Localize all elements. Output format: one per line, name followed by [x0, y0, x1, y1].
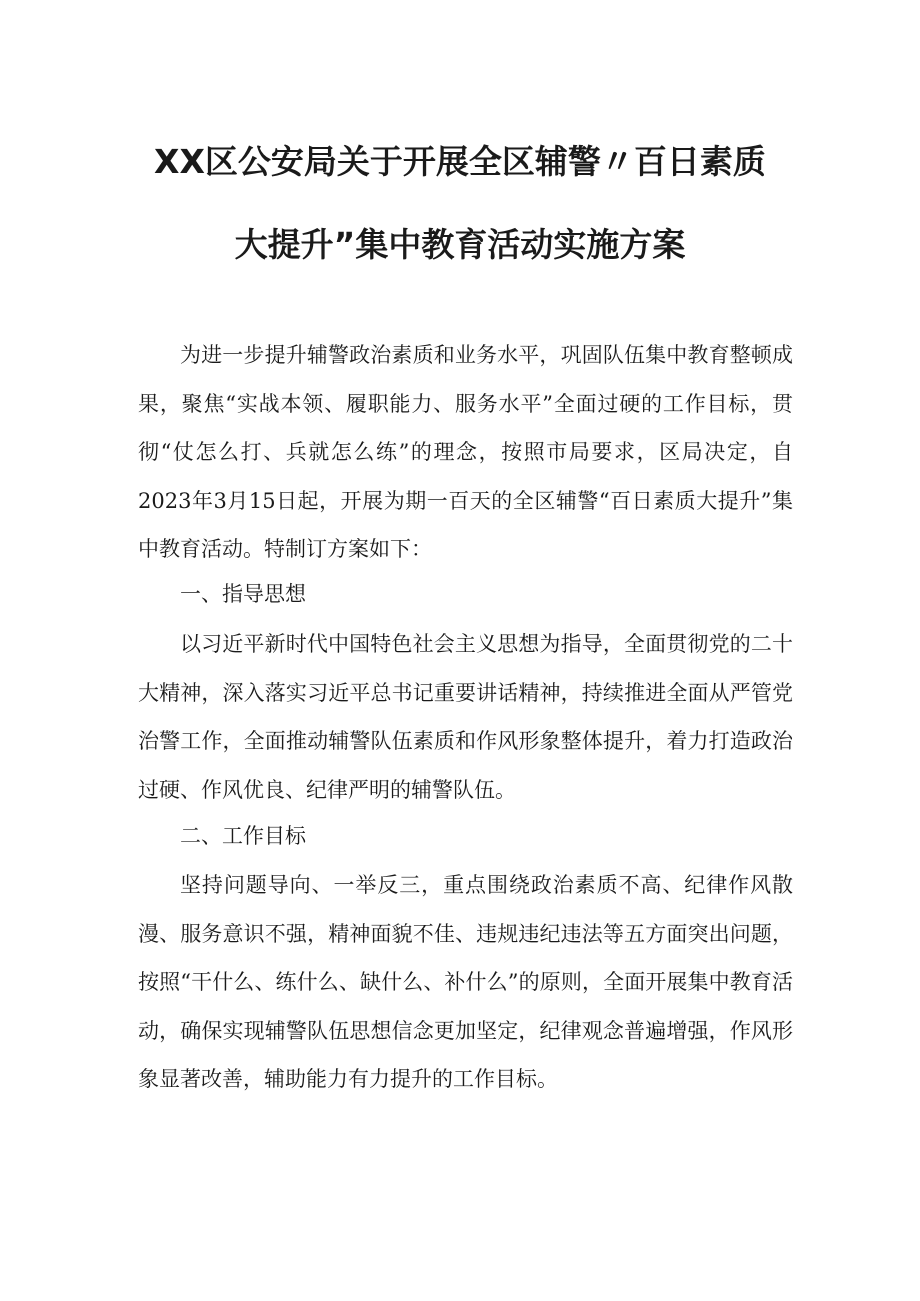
section-2-heading: 二、工作目标 — [180, 824, 306, 848]
document-title-line-2: 大提升”集中教育活动实施方案 — [234, 225, 686, 264]
section-2-paragraph: 坚持问题导向、一举反三，重点围绕政治素质不高、纪律作风散漫、服务意识不强，精神面貌不佳、违规违纪违法等五方面突出问题，按照“干什么、练什么、缺什么、补什么”的原则，全面开展集中教育活动，确保实现辅警队伍思想信念更加坚定，纪律观念普遍增强，作风形象显著改善，辅助能力有力提升的工作目标。 — [138, 873, 793, 1091]
document-title-line-1: XX区公安局关于开展全区辅警〃百日素质 — [154, 142, 766, 181]
section-1-paragraph: 以习近平新时代中国特色社会主义思想为指导，全面贯彻党的二十大精神，深入落实习近平总书记重要讲话精神，持续推进全面从严管党治警工作，全面推动辅警队伍素质和作风形象整体提升，着力打造政治过硬、作风优良、纪律严明的辅警队伍。 — [138, 632, 793, 802]
intro-paragraph: 为进一步提升辅警政治素质和业务水平，巩固队伍集中教育整顿成果，聚焦“实战本领、履职能力、服务水平”全面过硬的工作目标，贯彻“仗怎么打、兵就怎么练”的理念，按照市局要求，区局决定，自2023年3月15日起，开展为期一百天的全区辅警“百日素质大提升”集中教育活动。特制订方案如下： — [138, 343, 793, 561]
section-1-heading: 一、指导思想 — [180, 582, 306, 606]
